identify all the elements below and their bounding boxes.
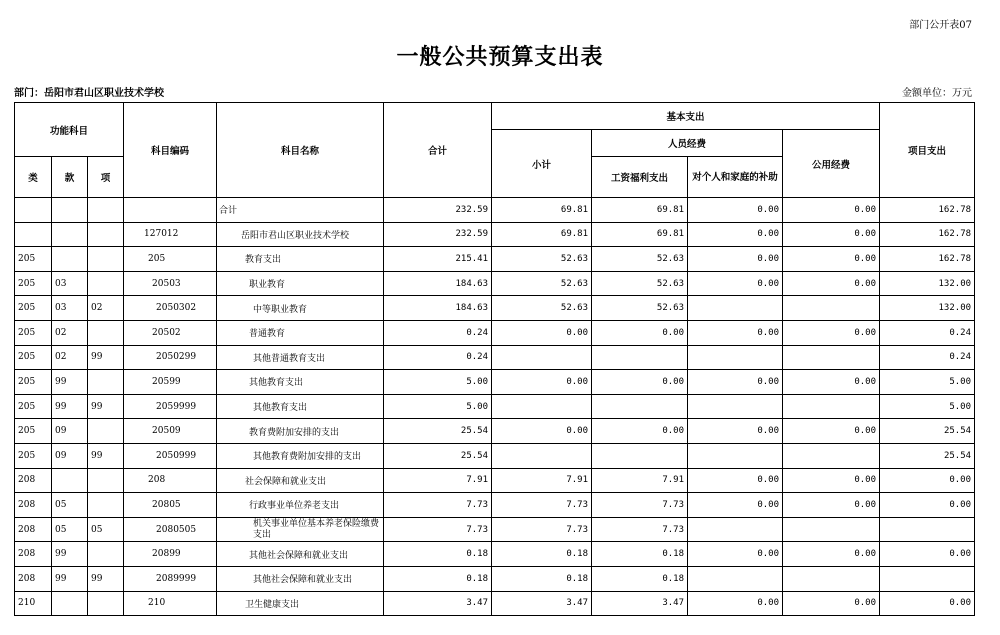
cell-code: 2059999 <box>124 394 217 419</box>
cell-subsidy <box>688 517 783 542</box>
cell-kuan <box>52 247 88 272</box>
cell-code: 20899 <box>124 542 217 567</box>
cell-code: 210 <box>124 591 217 616</box>
cell-xiang <box>88 542 124 567</box>
cell-code: 2080505 <box>124 517 217 542</box>
cell-xiang: 02 <box>88 296 124 321</box>
cell-project: 162.78 <box>880 247 975 272</box>
cell-project <box>880 517 975 542</box>
cell-public: 0.00 <box>783 542 880 567</box>
cell-project: 132.00 <box>880 296 975 321</box>
cell-project: 25.54 <box>880 419 975 444</box>
cell-name: 教育费附加安排的支出 <box>217 419 384 444</box>
cell-total: 0.18 <box>384 542 492 567</box>
cell-project: 132.00 <box>880 271 975 296</box>
cell-xiang <box>88 222 124 247</box>
header-lei: 类 <box>15 157 52 198</box>
table-row <box>15 394 975 419</box>
cell-total: 5.00 <box>384 394 492 419</box>
cell-subsidy <box>688 345 783 370</box>
cell-public <box>783 443 880 468</box>
cell-salary: 7.73 <box>592 517 688 542</box>
cell-subsidy: 0.00 <box>688 591 783 616</box>
cell-lei: 205 <box>15 394 52 419</box>
cell-xiang <box>88 493 124 518</box>
cell-lei: 205 <box>15 296 52 321</box>
cell-name: 合计 <box>217 198 384 223</box>
cell-project: 0.00 <box>880 591 975 616</box>
cell-kuan <box>52 198 88 223</box>
header-subtotal: 小计 <box>492 130 592 198</box>
cell-subsidy <box>688 566 783 591</box>
cell-kuan: 03 <box>52 296 88 321</box>
cell-total: 3.47 <box>384 591 492 616</box>
cell-total: 184.63 <box>384 296 492 321</box>
cell-subsidy: 0.00 <box>688 247 783 272</box>
cell-salary <box>592 443 688 468</box>
cell-subsidy: 0.00 <box>688 542 783 567</box>
cell-kuan: 99 <box>52 542 88 567</box>
cell-subtotal: 0.00 <box>492 370 592 395</box>
cell-code: 20509 <box>124 419 217 444</box>
table-row <box>15 345 975 370</box>
cell-public: 0.00 <box>783 222 880 247</box>
table-row <box>15 247 975 272</box>
cell-name: 职业教育 <box>217 271 384 296</box>
header-project: 项目支出 <box>880 103 975 198</box>
cell-subtotal: 3.47 <box>492 591 592 616</box>
table-row <box>15 493 975 518</box>
cell-name: 普通教育 <box>217 320 384 345</box>
cell-salary <box>592 394 688 419</box>
cell-name: 其他普通教育支出 <box>217 345 384 370</box>
cell-kuan <box>52 222 88 247</box>
cell-code: 205 <box>124 247 217 272</box>
cell-salary: 52.63 <box>592 247 688 272</box>
cell-project: 0.00 <box>880 468 975 493</box>
department-label: 部门：岳阳市君山区职业技术学校 <box>14 88 164 99</box>
cell-total: 232.59 <box>384 222 492 247</box>
cell-kuan: 05 <box>52 493 88 518</box>
cell-project: 162.78 <box>880 198 975 223</box>
cell-lei: 205 <box>15 419 52 444</box>
cell-subtotal: 69.81 <box>492 222 592 247</box>
cell-subtotal: 0.18 <box>492 542 592 567</box>
table-row <box>15 468 975 493</box>
cell-subtotal: 69.81 <box>492 198 592 223</box>
page-title: 一般公共预算支出表 <box>396 44 604 70</box>
cell-kuan: 03 <box>52 271 88 296</box>
cell-total: 25.54 <box>384 419 492 444</box>
cell-project: 0.24 <box>880 320 975 345</box>
cell-salary: 0.18 <box>592 566 688 591</box>
cell-subsidy: 0.00 <box>688 419 783 444</box>
table-row <box>15 542 975 567</box>
table-row <box>15 296 975 321</box>
cell-total: 7.73 <box>384 517 492 542</box>
cell-subtotal: 7.91 <box>492 468 592 493</box>
cell-total: 5.00 <box>384 370 492 395</box>
cell-subsidy: 0.00 <box>688 468 783 493</box>
cell-public: 0.00 <box>783 591 880 616</box>
cell-project: 0.24 <box>880 345 975 370</box>
table-header <box>15 103 975 198</box>
cell-public: 0.00 <box>783 493 880 518</box>
table-row <box>15 370 975 395</box>
cell-total: 7.91 <box>384 468 492 493</box>
cell-code: 2050302 <box>124 296 217 321</box>
cell-public <box>783 394 880 419</box>
cell-subsidy: 0.00 <box>688 370 783 395</box>
header-code: 科目编码 <box>124 103 217 198</box>
cell-subtotal: 52.63 <box>492 247 592 272</box>
cell-salary: 0.00 <box>592 320 688 345</box>
table-row <box>15 517 975 542</box>
cell-code: 127012 <box>124 222 217 247</box>
cell-name: 机关事业单位基本养老保险缴费支出 <box>217 517 384 542</box>
cell-public: 0.00 <box>783 247 880 272</box>
cell-code <box>124 198 217 223</box>
cell-project: 5.00 <box>880 394 975 419</box>
cell-name: 中等职业教育 <box>217 296 384 321</box>
cell-total: 25.54 <box>384 443 492 468</box>
header-salary: 工资福利支出 <box>592 157 688 198</box>
cell-name: 卫生健康支出 <box>217 591 384 616</box>
cell-name: 其他教育支出 <box>217 394 384 419</box>
cell-subtotal <box>492 443 592 468</box>
cell-subtotal: 52.63 <box>492 296 592 321</box>
cell-code: 2050999 <box>124 443 217 468</box>
cell-total: 7.73 <box>384 493 492 518</box>
cell-salary: 69.81 <box>592 198 688 223</box>
cell-name: 其他教育费附加安排的支出 <box>217 443 384 468</box>
cell-lei: 205 <box>15 247 52 272</box>
cell-salary: 7.73 <box>592 493 688 518</box>
cell-total: 0.18 <box>384 566 492 591</box>
cell-total: 215.41 <box>384 247 492 272</box>
cell-project: 0.00 <box>880 542 975 567</box>
cell-lei: 205 <box>15 271 52 296</box>
cell-public <box>783 296 880 321</box>
cell-subtotal: 0.00 <box>492 419 592 444</box>
cell-xiang <box>88 419 124 444</box>
cell-kuan: 09 <box>52 419 88 444</box>
budget-table <box>14 102 975 616</box>
cell-project: 25.54 <box>880 443 975 468</box>
cell-name: 其他社会保障和就业支出 <box>217 566 384 591</box>
cell-kuan: 99 <box>52 394 88 419</box>
header-name: 科目名称 <box>217 103 384 198</box>
cell-xiang <box>88 468 124 493</box>
cell-name: 其他教育支出 <box>217 370 384 395</box>
cell-kuan: 99 <box>52 566 88 591</box>
cell-name: 社会保障和就业支出 <box>217 468 384 493</box>
cell-kuan <box>52 468 88 493</box>
cell-code: 20503 <box>124 271 217 296</box>
cell-xiang <box>88 271 124 296</box>
cell-lei <box>15 198 52 223</box>
cell-xiang: 05 <box>88 517 124 542</box>
cell-xiang: 99 <box>88 443 124 468</box>
cell-code: 20805 <box>124 493 217 518</box>
cell-xiang <box>88 591 124 616</box>
cell-kuan <box>52 591 88 616</box>
header-basic: 基本支出 <box>492 103 880 130</box>
cell-subtotal: 0.00 <box>492 320 592 345</box>
table-row <box>15 320 975 345</box>
cell-subsidy <box>688 443 783 468</box>
table-row <box>15 566 975 591</box>
header-func: 功能科目 <box>15 103 124 157</box>
cell-lei: 205 <box>15 370 52 395</box>
cell-subsidy: 0.00 <box>688 271 783 296</box>
cell-subtotal: 7.73 <box>492 517 592 542</box>
cell-salary: 0.00 <box>592 370 688 395</box>
cell-lei: 208 <box>15 493 52 518</box>
header-personnel: 人员经费 <box>592 130 783 157</box>
cell-public: 0.00 <box>783 370 880 395</box>
cell-project: 162.78 <box>880 222 975 247</box>
cell-lei: 205 <box>15 320 52 345</box>
cell-subtotal: 52.63 <box>492 271 592 296</box>
cell-public: 0.00 <box>783 320 880 345</box>
cell-xiang: 99 <box>88 566 124 591</box>
cell-xiang <box>88 320 124 345</box>
cell-project <box>880 566 975 591</box>
unit-label: 金额单位：万元 <box>902 88 972 99</box>
cell-subsidy: 0.00 <box>688 198 783 223</box>
cell-name: 行政事业单位养老支出 <box>217 493 384 518</box>
cell-salary: 0.00 <box>592 419 688 444</box>
cell-xiang <box>88 370 124 395</box>
cell-subsidy: 0.00 <box>688 320 783 345</box>
table-row <box>15 222 975 247</box>
cell-salary: 69.81 <box>592 222 688 247</box>
header-total: 合计 <box>384 103 492 198</box>
cell-subsidy <box>688 296 783 321</box>
cell-lei: 208 <box>15 542 52 567</box>
header-subsidy: 对个人和家庭的补助 <box>688 157 783 198</box>
cell-lei: 208 <box>15 566 52 591</box>
cell-lei: 208 <box>15 468 52 493</box>
table-row <box>15 443 975 468</box>
cell-code: 20502 <box>124 320 217 345</box>
cell-lei: 210 <box>15 591 52 616</box>
cell-public <box>783 566 880 591</box>
cell-kuan: 02 <box>52 345 88 370</box>
cell-total: 232.59 <box>384 198 492 223</box>
cell-public: 0.00 <box>783 198 880 223</box>
cell-xiang <box>88 247 124 272</box>
header-xiang: 项 <box>88 157 124 198</box>
cell-public: 0.00 <box>783 468 880 493</box>
cell-kuan: 99 <box>52 370 88 395</box>
cell-subsidy: 0.00 <box>688 493 783 518</box>
cell-kuan: 05 <box>52 517 88 542</box>
cell-subtotal <box>492 345 592 370</box>
cell-public <box>783 517 880 542</box>
cell-public: 0.00 <box>783 271 880 296</box>
cell-salary: 52.63 <box>592 296 688 321</box>
cell-name: 岳阳市君山区职业技术学校 <box>217 222 384 247</box>
cell-subtotal: 7.73 <box>492 493 592 518</box>
cell-kuan: 09 <box>52 443 88 468</box>
cell-salary <box>592 345 688 370</box>
header-kuan: 款 <box>52 157 88 198</box>
cell-lei: 208 <box>15 517 52 542</box>
cell-xiang <box>88 198 124 223</box>
cell-name: 其他社会保障和就业支出 <box>217 542 384 567</box>
cell-total: 184.63 <box>384 271 492 296</box>
cell-lei: 205 <box>15 443 52 468</box>
cell-public <box>783 345 880 370</box>
cell-project: 0.00 <box>880 493 975 518</box>
table-row <box>15 419 975 444</box>
cell-kuan: 02 <box>52 320 88 345</box>
table-body <box>15 198 975 616</box>
cell-project: 5.00 <box>880 370 975 395</box>
cell-code: 2050299 <box>124 345 217 370</box>
cell-salary: 0.18 <box>592 542 688 567</box>
cell-subtotal: 0.18 <box>492 566 592 591</box>
cell-code: 2089999 <box>124 566 217 591</box>
cell-public: 0.00 <box>783 419 880 444</box>
cell-xiang: 99 <box>88 345 124 370</box>
cell-code: 208 <box>124 468 217 493</box>
table-row <box>15 271 975 296</box>
cell-salary: 7.91 <box>592 468 688 493</box>
cell-subsidy <box>688 394 783 419</box>
cell-salary: 3.47 <box>592 591 688 616</box>
table-row <box>15 591 975 616</box>
cell-xiang: 99 <box>88 394 124 419</box>
cell-lei: 205 <box>15 345 52 370</box>
cell-name: 教育支出 <box>217 247 384 272</box>
cell-lei <box>15 222 52 247</box>
cell-total: 0.24 <box>384 320 492 345</box>
cell-total: 0.24 <box>384 345 492 370</box>
cell-code: 20599 <box>124 370 217 395</box>
form-number: 部门公开表07 <box>909 20 972 31</box>
cell-subtotal <box>492 394 592 419</box>
table-row <box>15 198 975 223</box>
cell-subsidy: 0.00 <box>688 222 783 247</box>
header-public: 公用经费 <box>783 130 880 198</box>
cell-salary: 52.63 <box>592 271 688 296</box>
